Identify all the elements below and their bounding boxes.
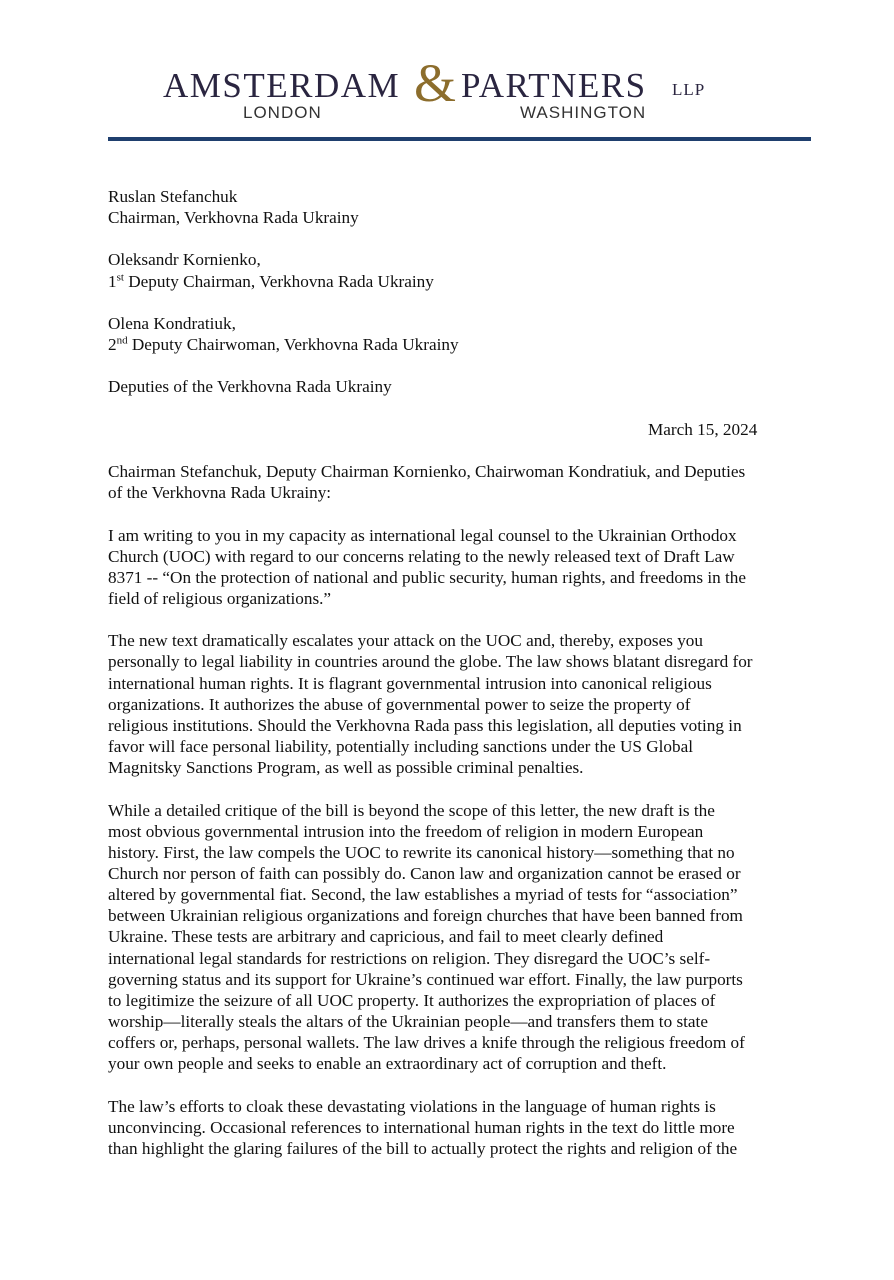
- header-rule: [108, 137, 811, 141]
- paragraph: [108, 1096, 808, 1159]
- text-line: international legal standards for restrictions on religion. They disregard the UOC’s self-: [108, 948, 711, 968]
- text-line: worship—literally steals the altars of the Ukrainian people—and transfers them to state: [108, 1012, 708, 1032]
- paragraph: [108, 630, 808, 778]
- text-line: your own people and seeks to enable an extraordinary act of corruption and theft.: [108, 1054, 667, 1074]
- paragraph: [108, 525, 808, 610]
- recipient-title: Chairman, Verkhovna Rada Ukrainy: [108, 208, 359, 228]
- text-line: favor will face personal liability, potentially including sanctions under the US Global: [108, 737, 694, 757]
- text-line: history. First, the law compels the UOC to rewrite its canonical history—something that no: [108, 842, 735, 862]
- text-line: The law’s efforts to cloak these devastating violations in the language of human rights is: [108, 1096, 716, 1116]
- text-line: to legitimize the seizure of all UOC property. It authorizes the expropriation of places of: [108, 990, 716, 1010]
- text-line: Ukraine. These tests are arbitrary and capricious, and fail to meet clearly defined: [108, 927, 664, 947]
- ampersand-logo: &: [414, 53, 457, 113]
- text-line: between Ukrainian religious organizations and foreign churches that have been banned from: [108, 906, 743, 926]
- text-line: unconvincing. Occasional references to international human rights in the text do little more: [108, 1117, 735, 1137]
- letter-body: [108, 186, 808, 1159]
- firm-name-part1: AMSTERDAM: [163, 66, 401, 105]
- text-line: organizations. It authorizes the abuse of governmental power to seize the property of: [108, 694, 691, 714]
- text-line: religious institutions. Should the Verkhovna Rada pass this legislation, all deputies voting in: [108, 715, 742, 735]
- text-line: field of religious organizations.”: [108, 588, 332, 608]
- firm-suffix: LLP: [672, 80, 706, 99]
- text-line: The new text dramatically escalates your attack on the UOC and, thereby, exposes you: [108, 631, 703, 651]
- text-line: governing status and its support for Ukraine’s continued war effort. Finally, the law purports: [108, 969, 743, 989]
- text-line: Church nor person of faith can possibly do. Canon law and organization cannot be erased or: [108, 864, 741, 883]
- paragraph: [108, 800, 808, 1075]
- recipient-name: Oleksandr Kornienko,: [108, 250, 261, 270]
- text-line: 8371 -- “On the protection of national and public security, human rights, and freedoms in the: [108, 567, 746, 587]
- recipient-title: 1st Deputy Chairman, Verkhovna Rada Ukrainy: [108, 270, 434, 291]
- text-line: While a detailed critique of the bill is beyond the scope of this letter, the new draft is the: [108, 800, 715, 820]
- text-line: international human rights. It is flagrant governmental intrusion into canonical religious: [108, 673, 712, 693]
- firm-name-part2: PARTNERS: [461, 66, 647, 105]
- letter-date: March 15, 2024: [648, 419, 758, 439]
- text-line: than highlight the glaring failures of the bill to actually protect the rights and religion of the: [108, 1139, 738, 1159]
- text-line: personally to legal liability in countries around the globe. The law shows blatant disregard for: [108, 652, 753, 672]
- text-line: coffers or, perhaps, personal wallets. The law drives a knife through the religious freedom of: [108, 1033, 745, 1053]
- recipient-name: Ruslan Stefanchuk: [108, 187, 238, 206]
- text-line: Church (UOC) with regard to our concerns relating to the newly released text of Draft Law: [108, 546, 735, 566]
- text-line: I am writing to you in my capacity as international legal counsel to the Ukrainian Orthodox: [108, 525, 737, 545]
- text-line: most obvious governmental intrusion into the freedom of religion in modern European: [108, 821, 704, 841]
- text-line: altered by governmental fiat. Second, the law establishes a myriad of tests for “association”: [108, 885, 738, 905]
- office-washington: WASHINGTON: [520, 103, 647, 122]
- office-london: LONDON: [243, 103, 322, 122]
- salutation: Chairman Stefanchuk, Deputy Chairman Kornienko, Chairwoman Kondratiuk, and Deputies of the Verkhovna Rada Ukrainy:: [108, 462, 746, 503]
- recipient-name: Olena Kondratiuk,: [108, 313, 236, 333]
- text-line: Magnitsky Sanctions Program, as well as possible criminal penalties.: [108, 758, 584, 778]
- recipient-title: 2nd Deputy Chairwoman, Verkhovna Rada Ukrainy: [108, 334, 459, 355]
- recipient-group: Deputies of the Verkhovna Rada Ukrainy: [108, 377, 392, 397]
